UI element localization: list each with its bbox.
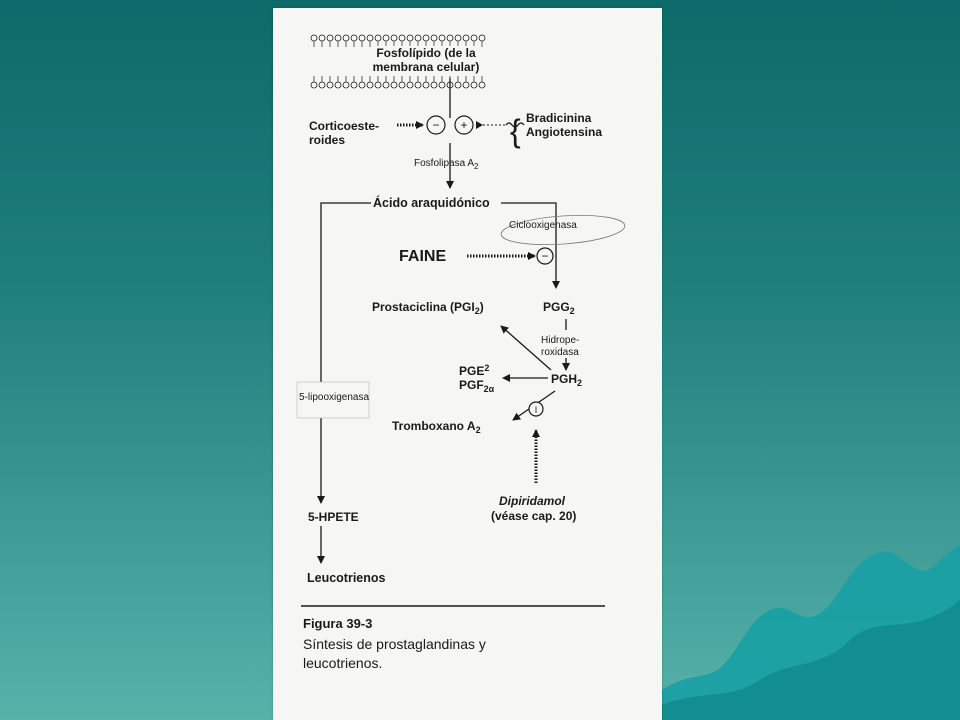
faine-label: FAINE <box>399 248 447 265</box>
lipid-head <box>311 35 317 41</box>
arachidonic-acid-label: Ácido araquidónico <box>373 196 490 210</box>
lipid-head <box>335 35 341 41</box>
fosfolipasa-label: Fosfolipasa $A_2$ <box>414 158 479 171</box>
inhibit-symbol: − <box>432 118 440 132</box>
lipid-head <box>367 82 373 88</box>
caption-line1: Síntesis de prostaglandinas y <box>303 636 486 652</box>
corticosteroids-line1: Corticoeste- <box>309 119 380 133</box>
corticosteroids-line2: roides <box>309 133 346 147</box>
lipid-head <box>359 35 365 41</box>
figure-number: Figura 39-3 <box>303 616 373 631</box>
tromboxano-label: Tromboxano $A_2$ <box>392 419 481 435</box>
lipid-head <box>343 82 349 88</box>
lipid-head <box>463 82 469 88</box>
lipid-head <box>351 82 357 88</box>
lipid-head <box>399 35 405 41</box>
lipid-head <box>319 35 325 41</box>
brace: { <box>510 113 521 149</box>
dipiridamol-label: Dipiridamol <box>499 494 566 508</box>
lipid-head <box>447 35 453 41</box>
leucotrienos-label: Leucotrienos <box>307 571 386 585</box>
lipid-head <box>399 82 405 88</box>
lipid-head <box>407 82 413 88</box>
lipid-head <box>383 35 389 41</box>
lipid-head <box>471 82 477 88</box>
lipooxigenasa-label: 5-lipooxigenasa <box>299 392 370 403</box>
hidroperoxidasa-line2: roxidasa <box>541 347 579 358</box>
lipid-head <box>383 82 389 88</box>
hpete-label: 5-HPETE <box>308 510 359 524</box>
pgf2a-label: $PGF_{2\alpha}$ <box>459 378 495 394</box>
lipid-head <box>407 35 413 41</box>
lipid-head <box>327 35 333 41</box>
lipid-head <box>415 82 421 88</box>
membrane-label-line2: membrana celular) <box>372 60 480 74</box>
lipid-head <box>479 35 485 41</box>
lipid-head <box>431 82 437 88</box>
faine-inhibit-symbol: − <box>541 249 549 263</box>
lipid-head <box>455 35 461 41</box>
pgg2-label: $PGG_2$ <box>543 300 575 316</box>
lipid-head <box>327 82 333 88</box>
caption-line2: leucotrienos. <box>303 655 383 671</box>
prostaglandin-synthesis-diagram <box>273 8 662 720</box>
lipoxygenase-path-arrow <box>321 203 371 503</box>
lipid-head <box>479 82 485 88</box>
lipid-head <box>351 35 357 41</box>
lipid-head <box>367 35 373 41</box>
prostaciclina-label: Prostaciclina $(PGI_2)$ <box>372 300 484 316</box>
lipid-head <box>391 82 397 88</box>
lipid-head <box>415 35 421 41</box>
wavy-arrow-head <box>476 121 483 129</box>
lipid-head <box>335 82 341 88</box>
lipid-head <box>375 82 381 88</box>
lipid-head <box>463 35 469 41</box>
stimulate-symbol: + <box>460 118 468 132</box>
lipid-head <box>471 35 477 41</box>
lipid-head <box>311 82 317 88</box>
lipid-head <box>391 35 397 41</box>
pgh2-label: $PGH_2$ <box>551 372 583 388</box>
bradicinina-label: Bradicinina <box>526 111 592 125</box>
lipid-head <box>439 82 445 88</box>
lipid-head <box>359 82 365 88</box>
lipid-head <box>431 35 437 41</box>
inhibitor-i-symbol: I <box>534 405 538 415</box>
cyclooxygenase-path-arrow <box>501 203 556 288</box>
hidroperoxidasa-line1: Hidrope- <box>541 335 580 346</box>
angiotensina-label: Angiotensina <box>526 125 603 139</box>
textbook-page <box>273 8 662 720</box>
lipid-head <box>319 82 325 88</box>
membrane-label-line1: Fosfolípido (de la <box>376 46 476 60</box>
lipid-head <box>423 82 429 88</box>
lipid-head <box>439 35 445 41</box>
ciclooxigenasa-label: Ciclooxigenasa <box>509 220 577 231</box>
pge2-label: PGE$^2$ <box>459 363 490 378</box>
lipid-head <box>423 35 429 41</box>
lipid-head <box>375 35 381 41</box>
lipid-head <box>343 35 349 41</box>
dipiridamol-reference: (véase cap. 20) <box>491 509 577 523</box>
lipid-head <box>455 82 461 88</box>
